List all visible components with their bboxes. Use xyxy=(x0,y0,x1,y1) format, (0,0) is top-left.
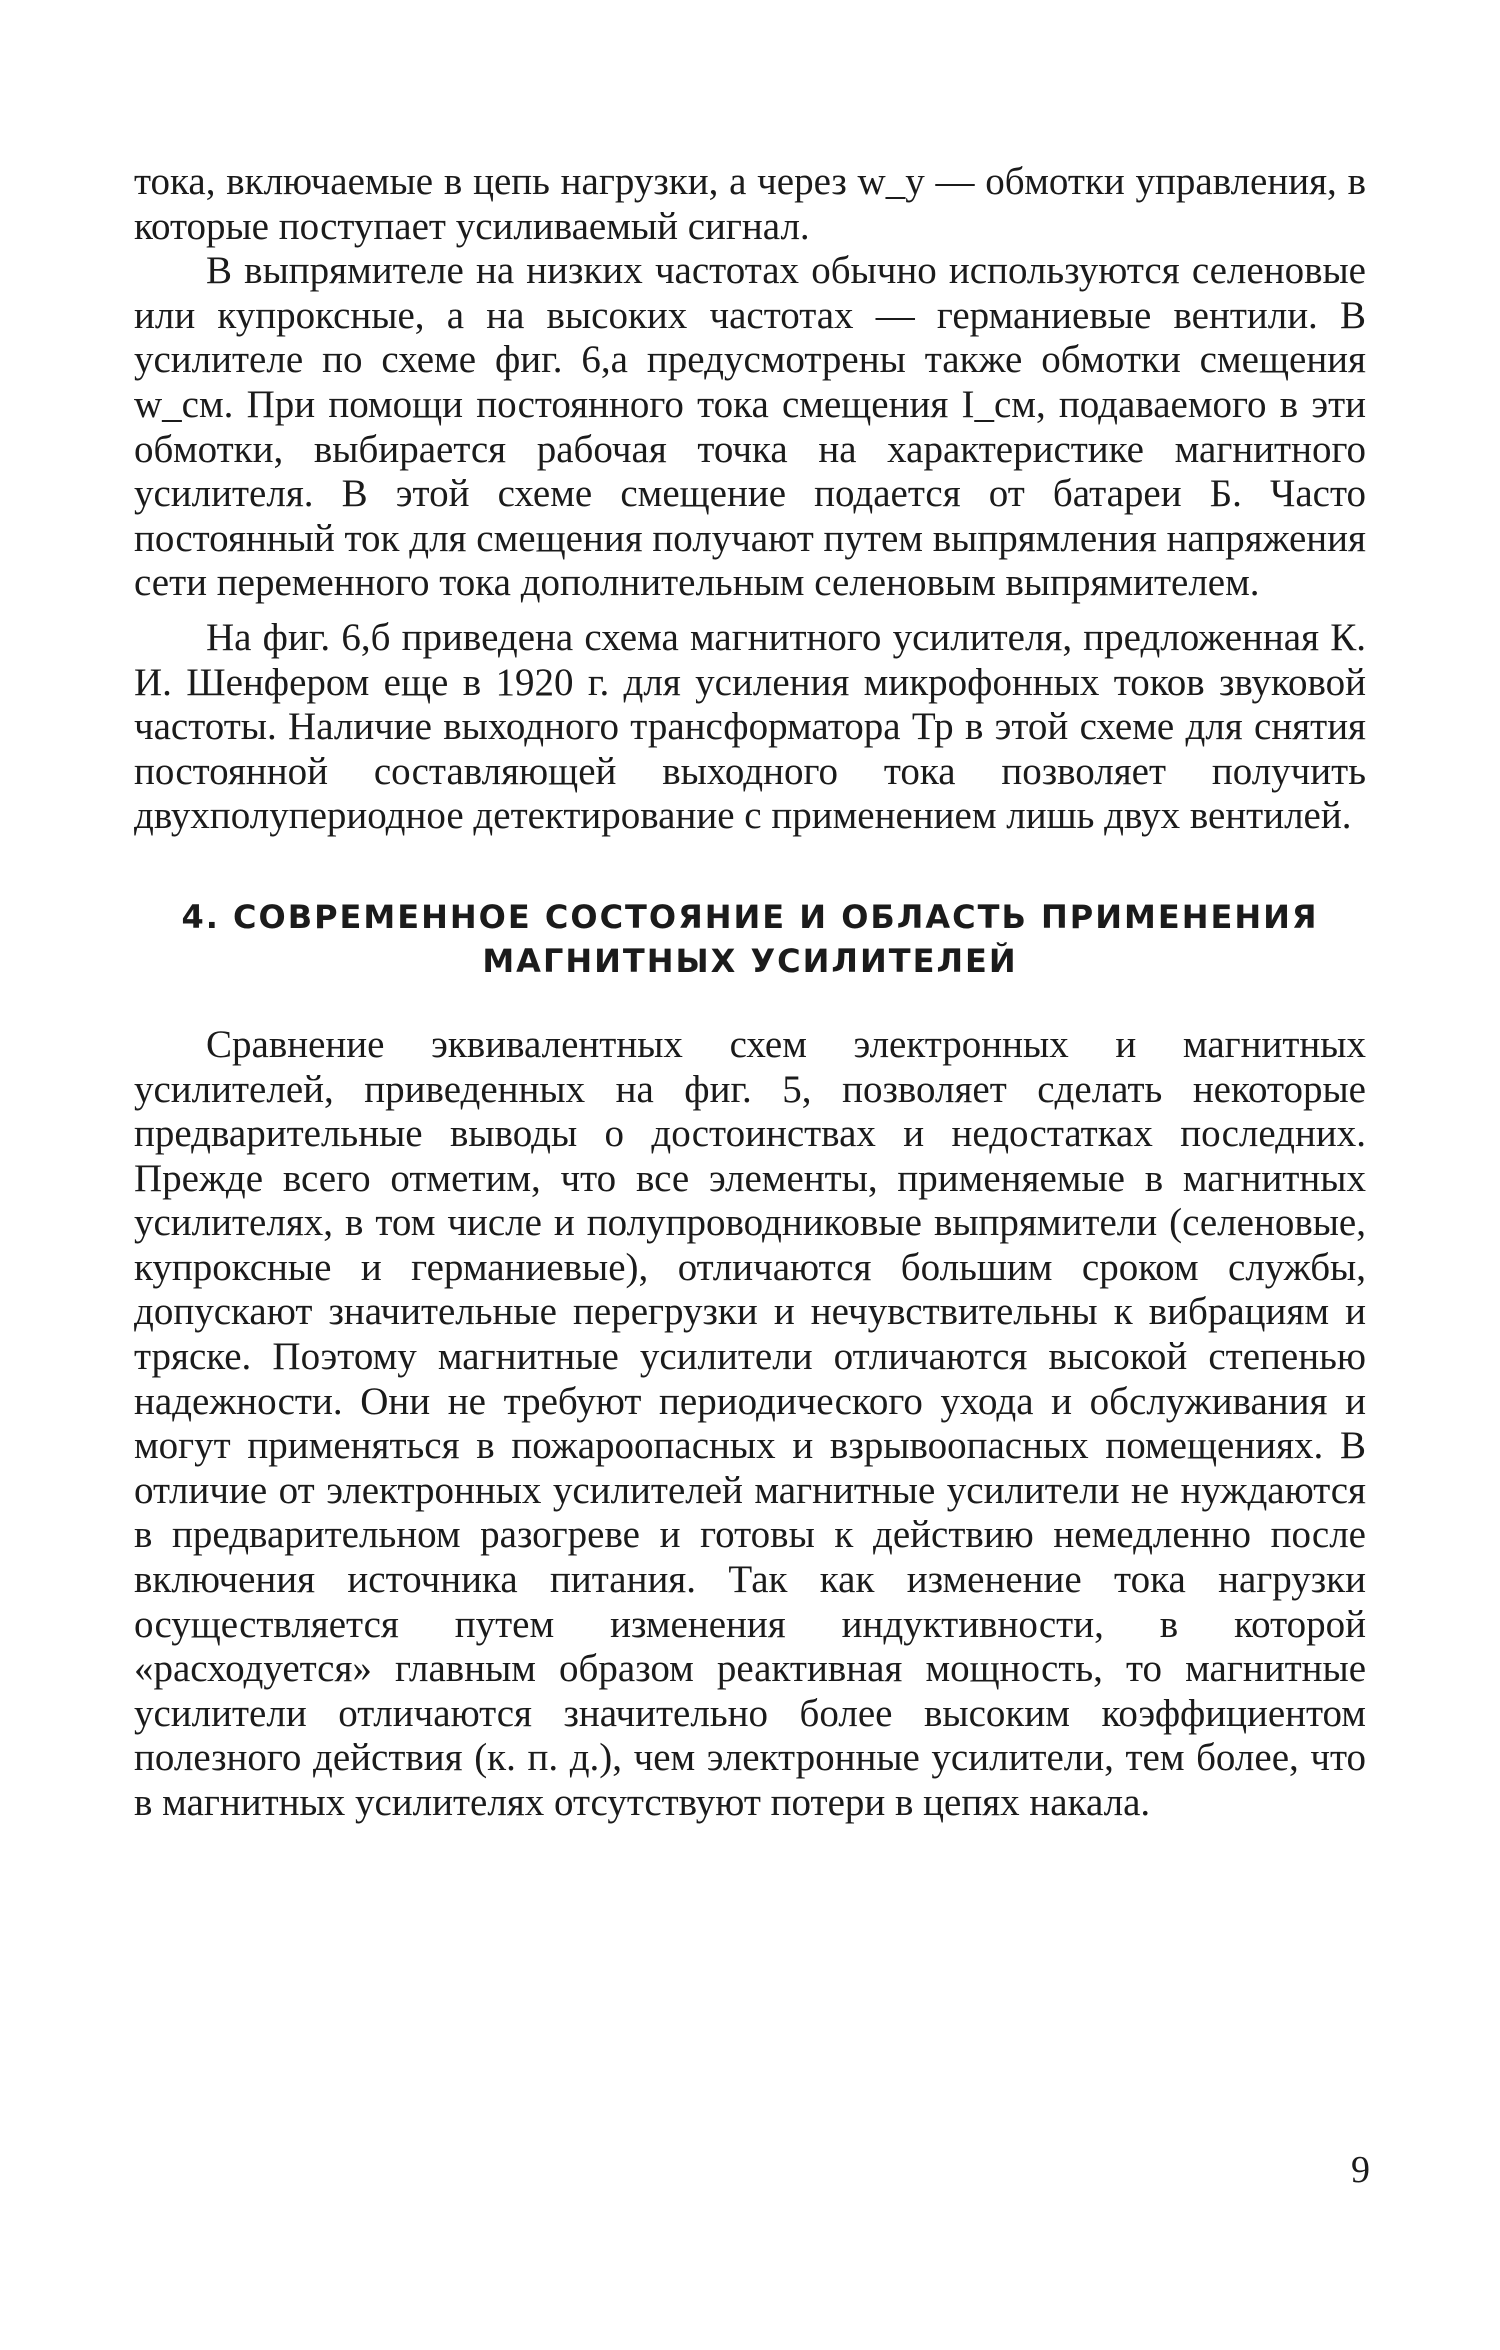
paragraph-continuation: тока, включаемые в цепь нагрузки, а через w_у — обмотки управления, в которые поступает усиливаемый сигнал. xyxy=(134,160,1366,248)
page-number: 9 xyxy=(1351,2149,1370,2191)
paragraph-rectifiers: В выпрямителе на низких частотах обычно используются селеновые или купроксные, а на высоких частотах — германиевые вентили. В усилителе по схеме фиг. 6,а предусмотрены также обмотки смещения w_см. При помощи постоянного тока смещения I_см, подаваемого в эти обмотки, выбирается рабочая точка на характеристике магнитного усилителя. В этой схеме смещение подается от батареи Б. Часто постоянный ток для смещения получают путем выпрямления напряжения сети переменного тока дополнительным селеновым выпрямителем. xyxy=(134,249,1366,605)
page-body xyxy=(134,160,1366,1826)
section-heading xyxy=(134,895,1366,983)
paragraph-shenfer-circuit: На фиг. 6,б приведена схема магнитного усилителя, предложенная К. И. Шенфером еще в 1920 г. для усиления микрофонных токов звуковой частоты. Наличие выходного трансформатора Тр в этой схеме для снятия постоянной составляющей выходного тока позволяет получить двухполупериодное детектирование с применением лишь двух вентилей. xyxy=(134,615,1366,838)
paragraph-comparison: Сравнение эквивалентных схем электронных и магнитных усилителей, приведенных на фиг. 5, позволяет сделать некоторые предварительные выводы о достоинствах и недостатках последних. Прежде всего отметим, что все элементы, применяемые в магнитных усилителях, в том числе и полупроводниковые выпрямители (селеновые, купроксные и германиевые), отличаются большим сроком службы, допускают значительные перегрузки и нечувствительны к вибрациям и тряске. Поэтому магнитные усилители отличаются высокой степенью надежности. Они не требуют периодического ухода и обслуживания и могут применяться в пожароопасных и взрывоопасных помещениях. В отличие от электронных усилителей магнитные усилители не нуждаются в предварительном разогреве и готовы к действию немедленно после включения источника питания. Так как изменение тока нагрузки осуществляется путем изменения индуктивности, в которой «расходуется» главным образом реактивная мощность, то магнитные усилители отличаются значительно более высоким коэффициентом полезного действия (к. п. д.), чем электронные усилители, тем более, что в магнитных усилителях отсутствуют потери в цепях накала. xyxy=(134,1022,1366,1824)
section-heading-line-1: 4. СОВРЕМЕННОЕ СОСТОЯНИЕ И ОБЛАСТЬ ПРИМЕНЕНИЯ xyxy=(181,897,1319,936)
section-heading-line-2: МАГНИТНЫХ УСИЛИТЕЛЕЙ xyxy=(482,941,1018,980)
